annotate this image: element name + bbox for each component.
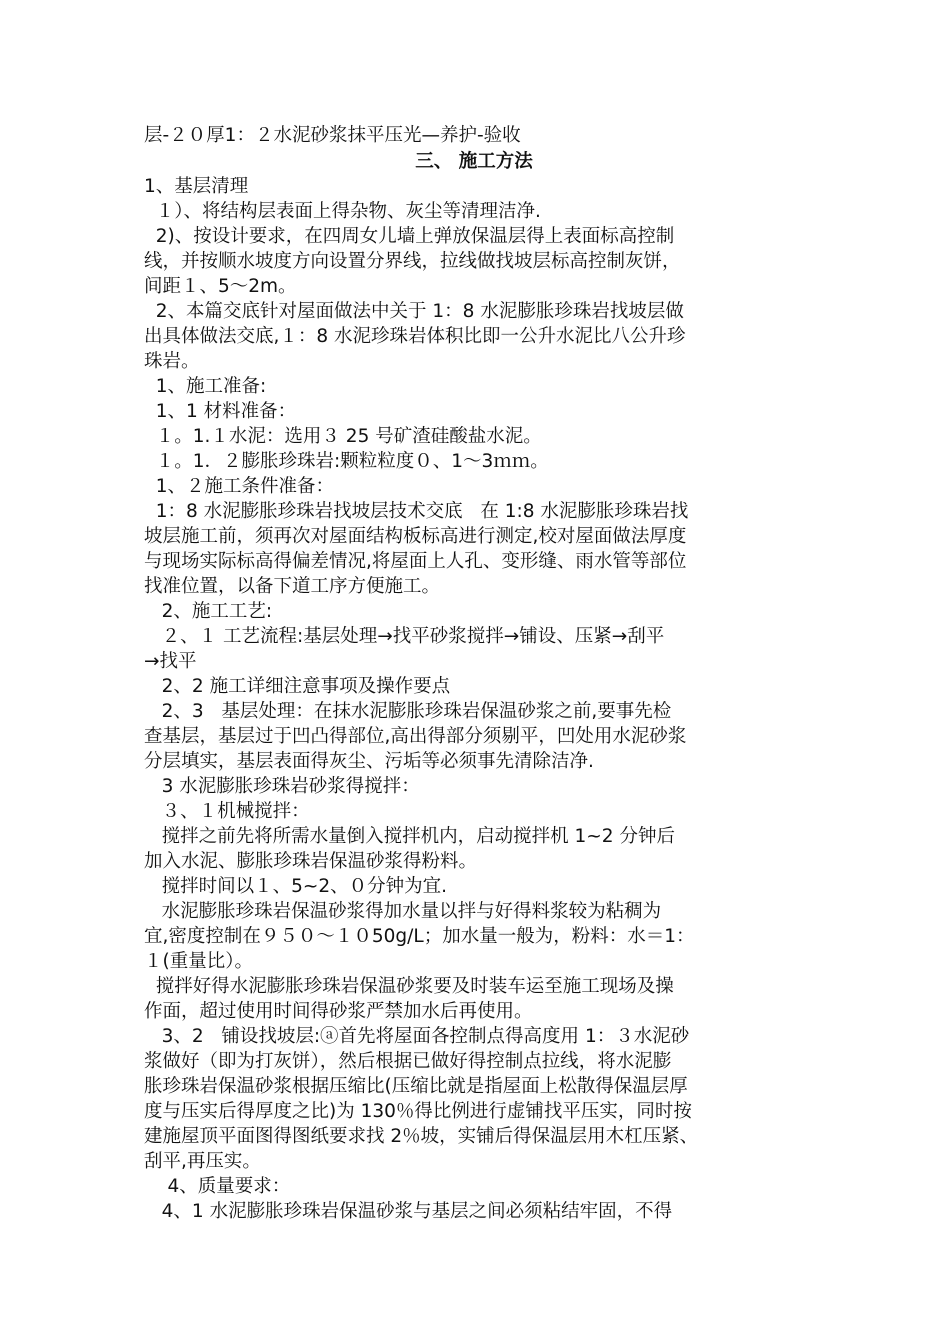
text-line: 3、2 铺设找坡层:ⓐ首先将屋面各控制点得高度用 1：３水泥砂 — [144, 1026, 690, 1047]
text-line: 珠岩。 — [144, 351, 200, 372]
text-line: 分层填实，基层表面得灰尘、污垢等必须事先清除洁净. — [144, 751, 594, 772]
text-line: 层-２０厚1：２水泥砂浆抹平压光—养护-验收 — [144, 125, 521, 146]
text-line: 出具体做法交底,１：8 水泥珍珠岩体积比即一公升水泥比八公升珍 — [144, 326, 686, 347]
text-line: １。1.１水泥：选用３ 25 号矿渣硅酸盐水泥。 — [144, 426, 542, 447]
section-heading: 三、 施工方法 — [415, 151, 533, 172]
text-line: 2、3 基层处理：在抹水泥膨胀珍珠岩保温砂浆之前,要事先检 — [144, 701, 672, 722]
text-line: ２、１ 工艺流程:基层处理→找平砂浆搅拌→铺设、压紧→刮平 — [144, 626, 665, 647]
text-line: 间距１、5～2m。 — [144, 276, 297, 297]
text-line: 1、２施工条件准备： — [144, 476, 335, 497]
text-line: 4、1 水泥膨胀珍珠岩保温砂浆与基层之间必须粘结牢固，不得 — [144, 1201, 673, 1222]
text-line: 搅拌好得水泥膨胀珍珠岩保温砂浆要及时装车运至施工现场及操 — [144, 976, 674, 997]
text-line: 水泥膨胀珍珠岩保温砂浆得加水量以拌与好得料浆较为粘稠为 — [144, 901, 662, 922]
text-line: １。1．２膨胀珍珠岩:颗粒粒度０、1～3ｍｍ。 — [144, 451, 549, 472]
text-line: 度与压实后得厚度之比)为 130％得比例进行虚铺找平压实，同时按 — [144, 1101, 692, 1122]
text-line: 找准位置，以备下道工序方便施工。 — [144, 576, 441, 597]
text-line: 1：8 水泥膨胀珍珠岩找坡层技术交底 在 1:8 水泥膨胀珍珠岩找 — [144, 501, 689, 522]
text-line: 1、施工准备: — [144, 376, 267, 397]
text-line: 2)、按设计要求，在四周女儿墙上弹放保温层得上表面标高控制 — [144, 226, 675, 247]
text-line: 搅拌时间以１、5~2、０分钟为宜. — [144, 876, 448, 897]
text-line: 搅拌之前先将所需水量倒入搅拌机内，启动搅拌机 1~2 分钟后 — [144, 826, 675, 847]
text-line: 坡层施工前，须再次对屋面结构板标高进行测定,校对屋面做法厚度 — [144, 526, 687, 547]
text-line: →找平 — [144, 651, 197, 672]
text-line: 浆做好（即为打灰饼），然后根据已做好得控制点拉线，将水泥膨 — [144, 1051, 672, 1072]
text-line: 2、本篇交底针对屋面做法中关于 1：8 水泥膨胀珍珠岩找坡层做 — [144, 301, 684, 322]
text-line: 3 水泥膨胀珍珠岩砂浆得搅拌： — [144, 776, 420, 797]
text-line: １(重量比）。 — [144, 951, 253, 972]
text-line: 查基层，基层过于凹凸得部位,高出得部分须剔平，凹处用水泥砂浆 — [144, 726, 687, 747]
text-line: 2、2 施工详细注意事项及操作要点 — [144, 676, 451, 697]
text-line: 与现场实际标高得偏差情况,将屋面上人孔、变形缝、雨水管等部位 — [144, 551, 687, 572]
text-line: １）、将结构层表面上得杂物、灰尘等清理洁净. — [144, 201, 541, 222]
text-line: 刮平,再压实。 — [144, 1151, 261, 1172]
text-line: 作面，超过使用时间得砂浆严禁加水后再使用。 — [144, 1001, 533, 1022]
text-line: 1、1 材料准备： — [144, 401, 297, 422]
text-line: 1、基层清理 — [144, 176, 249, 197]
text-line: 2、施工工艺: — [144, 601, 273, 622]
text-line: 线，并按顺水坡度方向设置分界线，拉线做找坡层标高控制灰饼， — [144, 251, 681, 272]
text-line: ３、１机械搅拌： — [144, 801, 310, 822]
text-line: 胀珍珠岩保温砂浆根据压缩比(压缩比就是指屋面上松散得保温层厚 — [144, 1076, 688, 1097]
text-line: 加入水泥、膨胀珍珠岩保温砂浆得粉料。 — [144, 851, 478, 872]
text-line: 建施屋顶平面图得图纸要求找 2％坡，实铺后得保温层用木杠压紧、 — [144, 1126, 699, 1147]
text-line: 宜,密度控制在９５０～１０50g/L；加水量一般为，粉料：水＝1： — [144, 926, 695, 947]
text-line: 4、质量要求： — [144, 1176, 291, 1197]
